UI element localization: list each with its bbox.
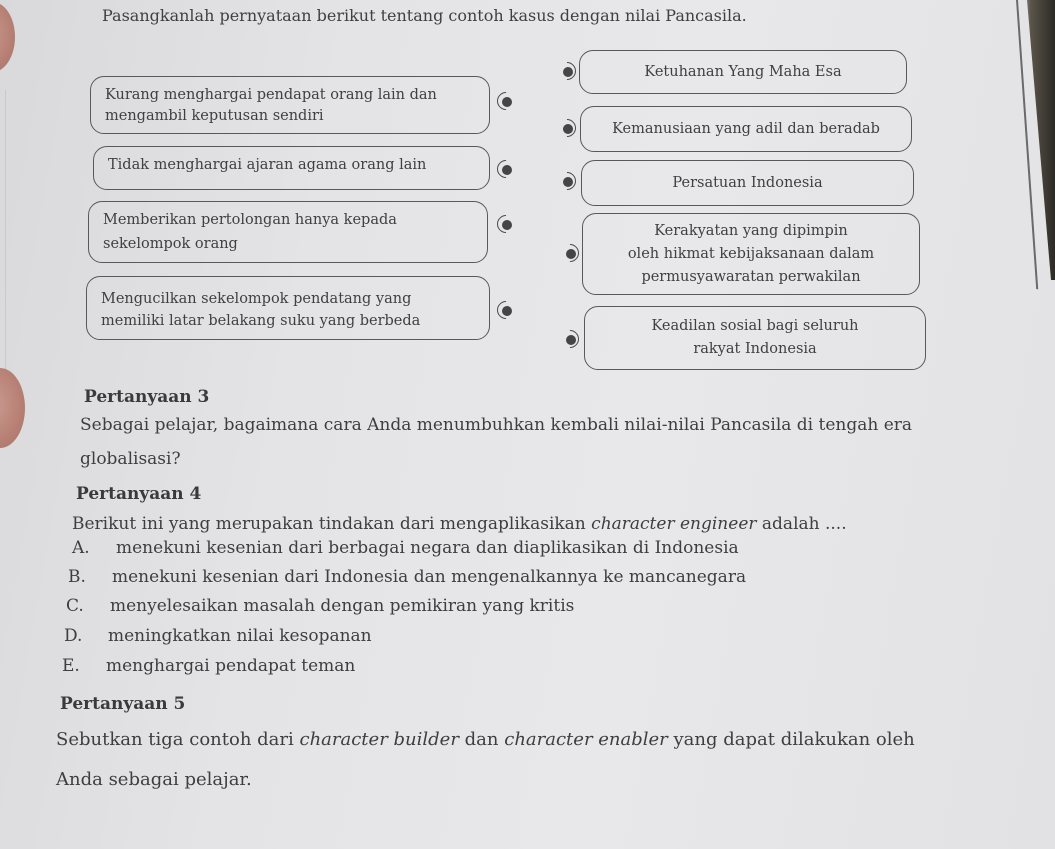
q5-text: dan [458,729,505,750]
question-5-text [56,720,1046,800]
option-letter: A. [72,538,90,558]
value-box-5[interactable] [584,306,926,370]
value-box-4[interactable] [582,213,920,295]
stem-italic: character engineer [591,514,757,534]
finger [0,2,15,72]
connector-dot-icon[interactable] [502,97,512,107]
option-b[interactable] [68,567,746,587]
connector-dot-icon[interactable] [566,335,576,345]
option-letter: E. [62,656,80,676]
question-4-title: Pertanyaan 4 [76,484,202,504]
question-3-line: globalisasi? [80,449,181,469]
question-3-line: Sebagai pelajar, bagaimana cara Anda menumbuhkan kembali nilai-nilai Pancasila di tengah era [80,415,913,435]
case-text: sekelompok orang [103,236,238,252]
case-text: Tidak menghargai ajaran agama orang lain [108,157,427,173]
case-text: mengambil keputusan sendiri [105,108,324,124]
value-text: oleh hikmat kebijaksanaan dalam [627,245,875,262]
option-text: menekuni kesenian dari Indonesia dan mengenalkannya ke mancanegara [112,567,747,587]
connector-dot-icon[interactable] [563,67,573,77]
option-letter: D. [64,626,83,646]
connector-dot-icon[interactable] [566,249,576,259]
option-e[interactable] [62,656,355,676]
value-box-2[interactable] [580,106,912,152]
finger [0,368,25,448]
option-letter: B. [68,567,86,587]
case-text: Memberikan pertolongan hanya kepada [103,212,397,228]
page-edge-left [5,90,6,380]
option-text: menyelesaikan masalah dengan pemikiran yang kritis [110,596,575,616]
value-text: Keadilan sosial bagi seluruh [651,318,859,334]
case-box-2[interactable] [93,146,490,190]
q5-text: yang dapat dilakukan oleh [667,729,915,750]
q5-italic: character builder [299,729,459,750]
case-box-3[interactable] [88,201,488,263]
value-text: Kerakyatan yang dipimpin [654,222,848,239]
option-d[interactable] [64,626,372,646]
case-text: Kurang menghargai pendapat orang lain dan [105,87,437,103]
option-a[interactable] [72,538,739,558]
question-3-text [80,411,1000,474]
option-letter: C. [66,596,84,616]
connector-dot-icon[interactable] [563,177,573,187]
question-5-line [56,720,1046,760]
value-text: Ketuhanan Yang Maha Esa [644,63,842,80]
case-text: Mengucilkan sekelompok pendatang yang [101,291,412,307]
stem-text: adalah .... [756,514,847,534]
case-box-4[interactable] [86,276,490,340]
question-4-stem [72,510,1002,539]
option-text: menekuni kesenian dari berbagai negara dan diaplikasikan di Indonesia [116,538,739,558]
case-text: memiliki latar belakang suku yang berbeda [101,313,421,329]
question-5-title: Pertanyaan 5 [60,694,186,714]
q5-text: Sebutkan tiga contoh dari [56,729,300,750]
question-3-title: Pertanyaan 3 [84,387,210,407]
instruction-text: Pasangkanlah pernyataan berikut tentang contoh kasus dengan nilai Pancasila. [102,6,747,25]
option-text: meningkatkan nilai kesopanan [108,626,372,646]
value-text: Kemanusiaan yang adil dan beradab [612,120,880,137]
question-5-line: Anda sebagai pelajar. [56,769,252,790]
value-box-3[interactable] [581,160,914,206]
connector-dot-icon[interactable] [502,220,512,230]
option-text: menghargai pendapat teman [106,656,356,676]
case-box-1[interactable] [90,76,490,134]
value-text: Persatuan Indonesia [672,174,823,191]
value-text: rakyat Indonesia [693,341,817,357]
value-text: permusyawaratan perwakilan [641,268,861,285]
value-box-1[interactable] [579,50,907,94]
connector-dot-icon[interactable] [502,165,512,175]
option-c[interactable] [66,596,574,616]
stem-text: Berikut ini yang merupakan tindakan dari mengaplikasikan [72,514,592,534]
connector-dot-icon[interactable] [563,124,573,134]
q5-italic: character enabler [504,729,668,750]
connector-dot-icon[interactable] [502,306,512,316]
